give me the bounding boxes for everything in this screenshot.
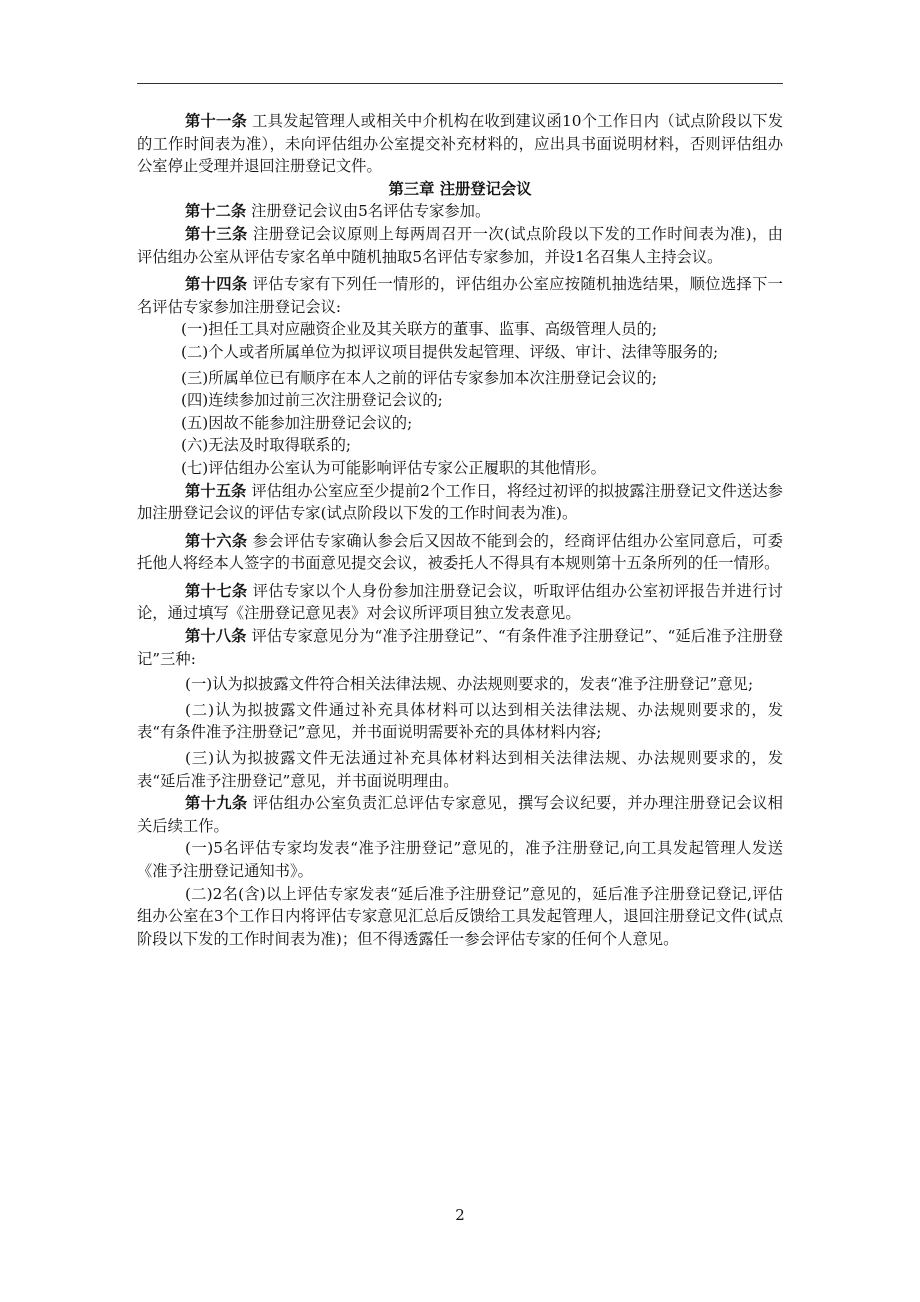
article-13	[137, 223, 783, 268]
list-item: (四)连续参加过前三次注册登记会议的;	[181, 391, 443, 410]
article-label: 第十二条	[185, 202, 247, 221]
article-text: 工具发起管理人或相关中介机构在收到建议函10个工作日内（试点阶段以下发的工作时间表为准），未向评估组办公室提交补充材料的，应出具书面说明材料，否则评估组办公室停止受理并退回注册登记文件。	[137, 112, 783, 176]
article-label: 第十七条	[185, 581, 248, 600]
article-text: 注册登记会议由5名评估专家参加。	[251, 202, 491, 221]
article-14	[137, 273, 783, 318]
article-label: 第十一条	[185, 112, 247, 130]
article-text: 评估组办公室负责汇总评估专家意见，撰写会议纪要，并办理注册登记会议相关后续工作。	[137, 794, 783, 835]
article-15	[137, 480, 783, 525]
chapter-heading: 第三章 注册登记会议	[388, 179, 532, 198]
article-text: 评估专家意见分为“准予注册登记”、“有条件准予注册登记”、“延后准予注册登记”三种:	[137, 627, 783, 668]
article-19	[137, 792, 783, 837]
list-item: (六)无法及时取得联系的;	[181, 436, 352, 455]
article-label: 第十四条	[185, 275, 248, 294]
article-text: 评估组办公室应至少提前2个工作日，将经过初评的拟披露注册登记文件送达参加注册登记会议的评估专家(试点阶段以下发的工作时间表为准)。	[137, 481, 783, 523]
list-item: (一)5名评估专家均发表“准予注册登记”意见的，准予注册登记,向工具发起管理人发送《准予注册登记通知书》。	[137, 839, 783, 880]
page-number: 2	[455, 1206, 465, 1224]
article-label: 第十九条	[185, 794, 248, 813]
article-label: 第十六条	[185, 531, 248, 550]
article-12	[137, 200, 783, 223]
header-rule	[137, 83, 783, 84]
list-item: (三)认为拟披露文件无法通过补充具体材料达到相关法律法规、办法规则要求的，发表“延后准予注册登记”意见，并书面说明理由。	[137, 749, 783, 790]
list-item: (三)所属单位已有顺序在本人之前的评估专家参加本次注册登记会议的;	[181, 368, 657, 387]
article-11	[137, 110, 783, 178]
article-17	[137, 580, 783, 625]
article-text: 评估专家以个人身份参加注册登记会议，听取评估组办公室初评报告并进行讨论，通过填写《注册登记意见表》对会议所评项目独立发表意见。	[137, 581, 783, 623]
list-item: (七)评估组办公室认为可能影响评估专家公正履职的其他情形。	[181, 458, 606, 477]
list-item: (二)2名(含)以上评估专家发表“延后准予注册登记”意见的，延后准予注册登记登记,评估组办公室在3个工作日内将评估专家意见汇总后反馈给工具发起管理人，退回注册登记文件(试点阶段以下发的工作时间表为准)；但不得透露任一参会评估专家的任何个人意见。	[137, 884, 783, 948]
article-16	[137, 530, 783, 575]
article-text: 评估专家有下列任一情形的，评估组办公室应按随机抽选结果，顺位选择下一名评估专家参加注册登记会议:	[137, 275, 783, 316]
list-item: (二)认为拟披露文件通过补充具体材料可以达到相关法律法规、办法规则要求的，发表“有条件准予注册登记”意见，并书面说明需要补充的具体材料内容;	[137, 700, 783, 742]
article-label: 第十八条	[185, 627, 247, 646]
document-page	[137, 110, 783, 950]
article-text: 注册登记会议原则上每两周召开一次(试点阶段以下发的工作时间表为准)，由评估组办公室从评估专家名单中随机抽取5名评估专家参加，并设1名召集人主持会议。	[137, 224, 783, 266]
article-label: 第十三条	[185, 224, 248, 243]
article-label: 第十五条	[185, 481, 247, 500]
list-item: (二)个人或者所属单位为拟评议项目提供发起管理、评级、审计、法律等服务的;	[181, 342, 719, 361]
list-item: (一)认为拟披露文件符合相关法律法规、办法规则要求的，发表“准予注册登记”意见;	[185, 675, 754, 694]
list-item: (一)担任工具对应融资企业及其关联方的董事、监事、高级管理人员的;	[181, 320, 657, 339]
article-text: 参会评估专家确认参会后又因故不能到会的，经商评估组办公室同意后，可委托他人将经本人签字的书面意见提交会议，被委托人不得具有本规则第十五条所列的任一情形。	[137, 531, 783, 573]
list-item: (五)因故不能参加注册登记会议的;	[181, 413, 413, 432]
article-18	[137, 625, 783, 670]
